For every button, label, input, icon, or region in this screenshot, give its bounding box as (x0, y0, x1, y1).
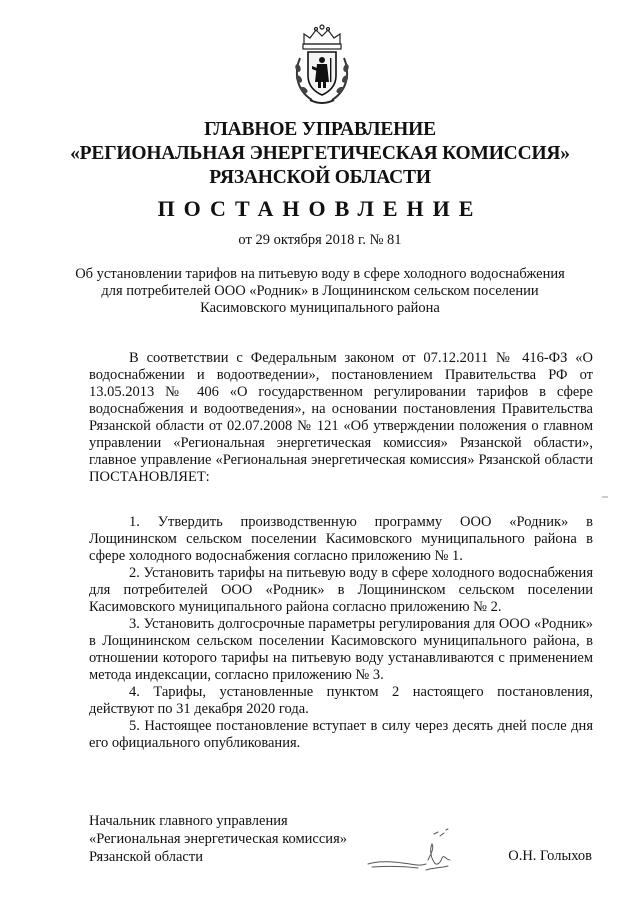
coat-of-arms-emblem (290, 24, 354, 106)
document-type-title: ПОСТАНОВЛЕНИЕ (157, 196, 483, 221)
header-line-2: «РЕГИОНАЛЬНАЯ ЭНЕРГЕТИЧЕСКАЯ КОМИССИЯ» (70, 143, 570, 164)
preamble-text: В соответствии с Федеральным законом от 07.12.2011 № 416-ФЗ «О водоснабжении и водоотведении», постановлением Правительства РФ от 13.05.2013 № 406 «О государственном регулировании тарифов в сфере водоснабжения и водоотведения», на основании постановления Правительства Рязанской области от 02.07.2008 № 121 «Об утверждении положения о главном управлении «Региональная энергетическая комиссия» Рязанской области», главное управление «Региональная энергетическая комиссия» Рязанской области ПОСТАНОВЛЯЕТ: (89, 350, 593, 485)
header-line-1: ГЛАВНОЕ УПРАВЛЕНИЕ (204, 119, 436, 140)
signatory-title-line-2: «Региональная энергетическая комиссия» (89, 831, 347, 847)
signatory-title (89, 812, 347, 866)
resolution-item: 1. Утвердить производственную программу ООО «Родник» в Лощининском сельском поселении Касимовского муниципального района в сфере холодного водоснабжения согласно приложению № 1. (89, 514, 593, 564)
handwritten-signature (362, 820, 462, 880)
signatory-title-line-1: Начальник главного управления (89, 813, 288, 829)
resolution-items (89, 514, 593, 752)
document-subject: Об установлении тарифов на питьевую воду в сфере холодного водоснабжения для потребителей ООО «Родник» в Лощининском сельском поселении Касимовского муниципального района (75, 266, 565, 316)
resolution-item: 3. Установить долгосрочные параметры регулирования для ООО «Родник» в Лощининском сельском поселении Касимовского муниципального района, в отношении которого тарифы на питьевую воду устанавливаются с применением метода индексации, согласно приложению № 3. (89, 616, 593, 683)
issuing-authority-header (40, 118, 600, 190)
signatory-name: О.Н. Голыхов (508, 848, 592, 864)
preamble-paragraph (89, 350, 593, 486)
header-line-3: РЯЗАНСКОЙ ОБЛАСТИ (209, 167, 431, 188)
document-date-number: от 29 октября 2018 г. № 81 (238, 232, 402, 248)
resolution-item: 4. Тарифы, установленные пунктом 2 настоящего постановления, действуют по 31 декабря 2020 года. (89, 684, 593, 717)
resolution-item: 2. Установить тарифы на питьевую воду в сфере холодного водоснабжения для потребителей ООО «Родник» в Лощининском сельском поселении Касимовского муниципального района согласно приложению № 2. (89, 565, 593, 615)
resolution-item: 5. Настоящее постановление вступает в силу через десять дней после дня его официального опубликования. (89, 718, 593, 751)
signatory-title-line-3: Рязанской области (89, 849, 203, 865)
scan-artifact (602, 496, 608, 498)
